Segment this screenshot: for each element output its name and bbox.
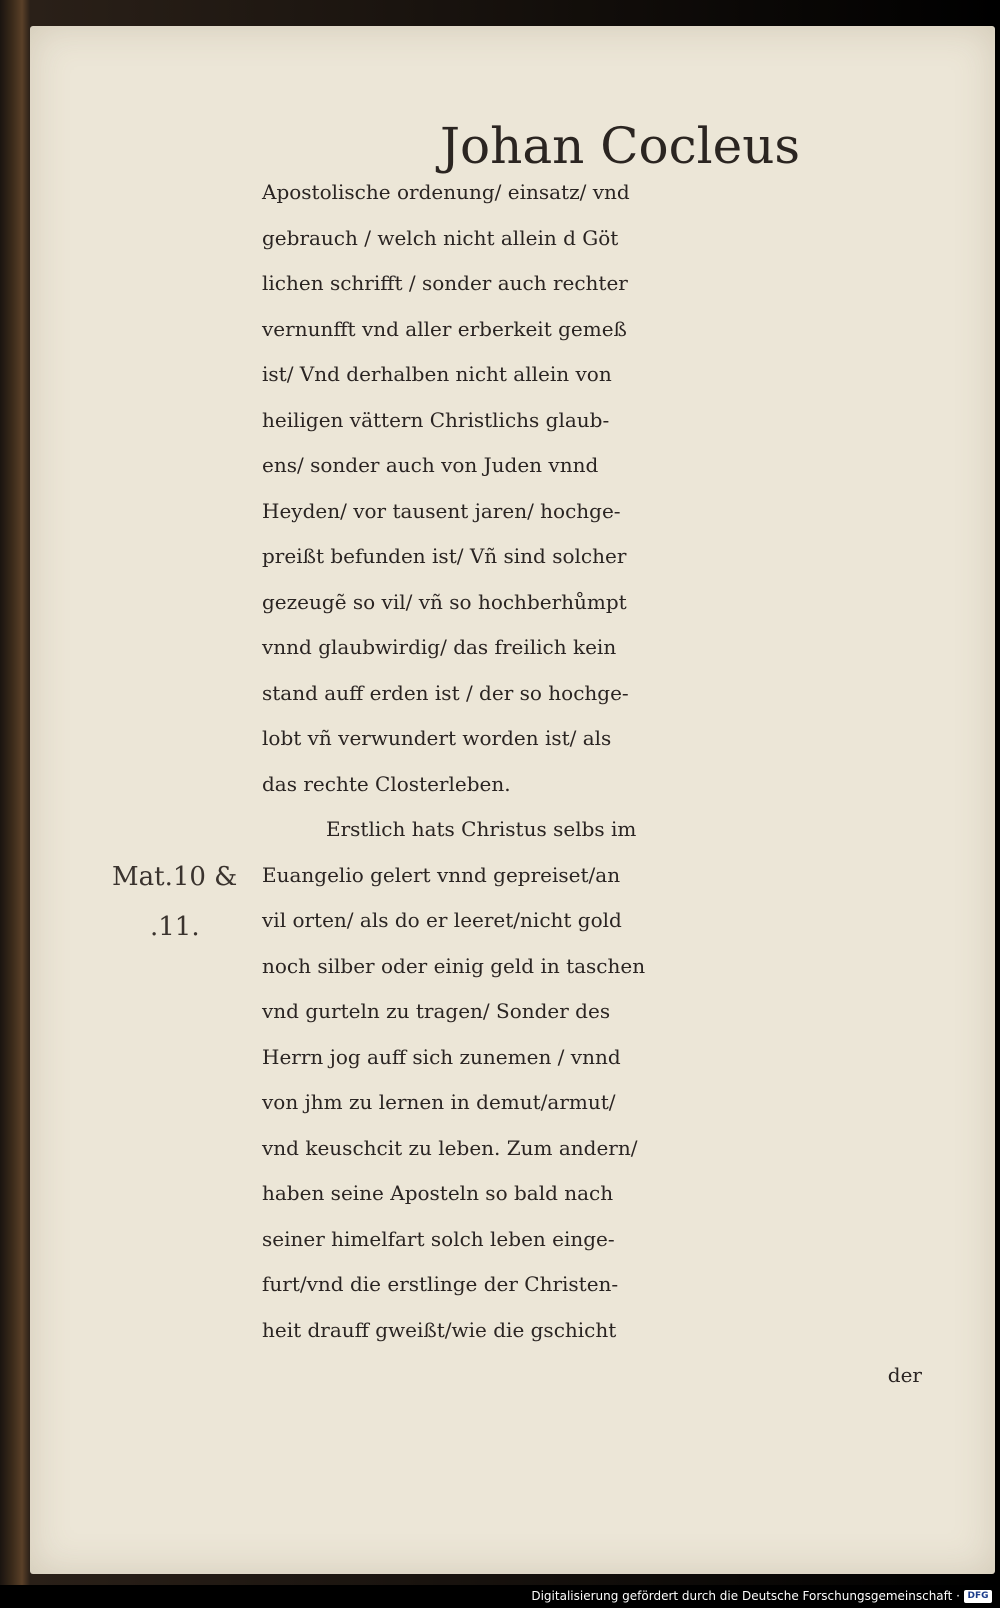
text-line: stand auff erden ist / der so hochge- <box>262 680 629 705</box>
text-line: Herrn jog auff sich zunemen / vnnd <box>262 1044 621 1069</box>
text-line: lobt vñ verwundert worden ist/ als <box>262 726 612 750</box>
running-head: Johan Cocleus <box>440 117 801 175</box>
body-text <box>262 170 922 1399</box>
text-line: haben seine Aposteln so bald nach <box>262 1181 614 1205</box>
text-line: Apostolische ordenung/ einsatz/ vnd <box>262 180 630 204</box>
text-line: vil orten/ als do er leeret/nicht gold <box>262 908 622 932</box>
marginal-note-reference: Mat.10 & <box>112 862 238 892</box>
text-line: furt/vnd die erstlinge der Christen- <box>262 1272 619 1296</box>
text-line: Heyden/ vor tausent jaren/ hochge- <box>262 498 621 523</box>
dfg-logo-icon: DFG <box>964 1590 992 1603</box>
marginal-note-chapter: .11. <box>150 912 200 942</box>
text-line: noch silber oder einig geld in taschen <box>262 953 646 978</box>
text-line: ens/ sonder auch von Juden vnnd <box>262 453 599 477</box>
text-line: heit drauff gweißt/wie die gschicht <box>262 1317 617 1342</box>
text-line: das rechte Closterleben. <box>262 771 511 796</box>
text-line: von jhm zu lernen in demut/armut/ <box>262 1090 616 1114</box>
text-line: vnnd glaubwirdig/ das freilich kein <box>262 635 617 659</box>
text-line: heiligen vättern Christlichs glaub- <box>262 407 610 432</box>
text-line: gezeugẽ so vil/ vñ so hochberhůmpt <box>262 589 627 614</box>
text-line: Erstlich hats Christus selbs im <box>326 817 637 841</box>
text-line: vernunfft vnd aller erberkeit gemeß <box>262 316 627 341</box>
catchword: der <box>887 1363 922 1387</box>
text-line: vnd gurteln zu tragen/ Sonder des <box>262 999 611 1023</box>
text-line: preißt befunden ist/ Vñ sind solcher <box>262 544 627 568</box>
text-line: Euangelio gelert vnnd gepreiset/an <box>262 862 621 887</box>
digitization-credit <box>531 1587 992 1605</box>
credit-text: Digitalisierung gefördert durch die Deutsche Forschungsgemeinschaft · <box>531 1589 960 1603</box>
text-line: vnd keuschcit zu leben. Zum andern/ <box>262 1135 638 1160</box>
text-line: seiner himelfart solch leben einge- <box>262 1226 615 1251</box>
text-line: gebrauch / welch nicht allein d Göt <box>262 225 619 250</box>
text-line: lichen schrifft / sonder auch rechter <box>262 271 628 295</box>
text-line: ist/ Vnd derhalben nicht allein von <box>262 362 612 386</box>
